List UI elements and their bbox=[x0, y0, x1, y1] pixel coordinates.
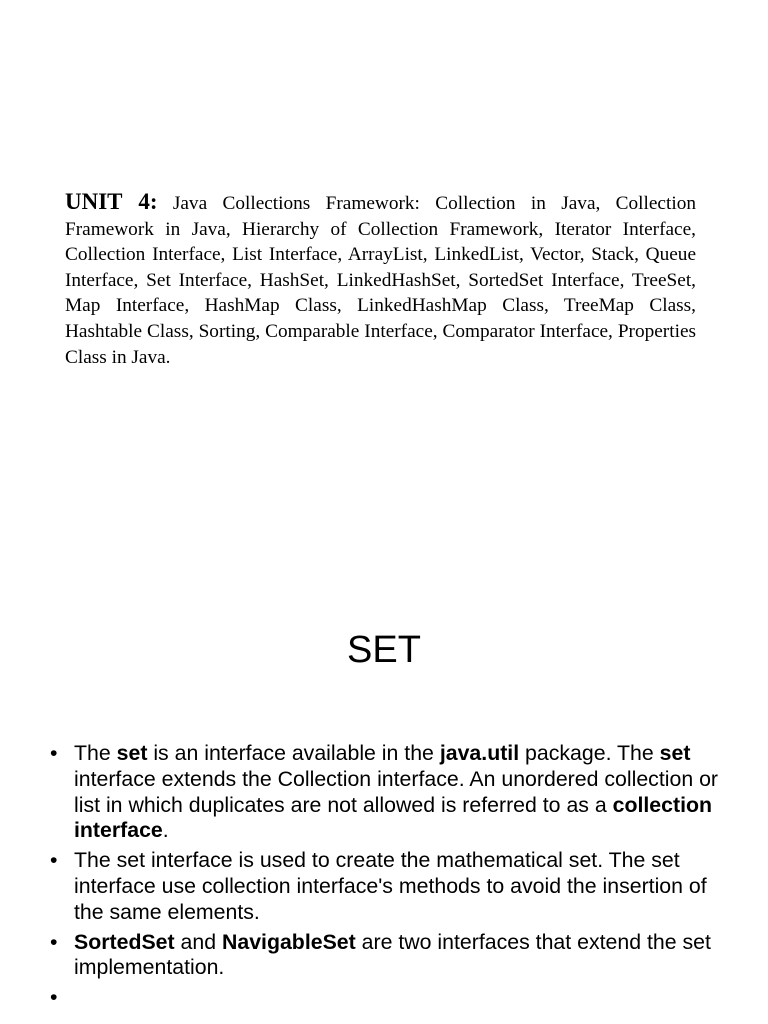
bold-term: java.util bbox=[439, 741, 520, 765]
bold-term: SortedSet bbox=[74, 929, 175, 954]
bullet-dot: • bbox=[50, 985, 58, 1010]
bold-term: collection interface bbox=[74, 792, 713, 843]
bold-term: NavigableSet bbox=[221, 929, 356, 954]
bold-term: set bbox=[659, 741, 691, 765]
slide-title: SET bbox=[347, 629, 421, 671]
bullet-text: . bbox=[162, 818, 169, 843]
bullet-dot: • bbox=[50, 741, 58, 765]
bullet-text: interface extends the Collection interface. An unordered collection or list in which duplicates are not allowed is referred to as a bbox=[74, 766, 719, 817]
unit-heading: UNIT 4: bbox=[65, 189, 158, 214]
bold-term: set bbox=[116, 741, 148, 765]
bullet-text: package. The bbox=[519, 741, 660, 765]
unit-topics: Java Collections Framework: Collection in Java, Collection Framework in Java, Hierarchy of Collection Framework, Iterator Interface, Collection Interface, List Interface, ArrayList, LinkedList, Vector, Stack, Queue Interface, Set Interface, HashSet, LinkedHashSet, SortedSet Interface, TreeSet, Map Interface, HashMap Class, LinkedHashMap Class, TreeMap Class, Hashtable Class, Sorting, Comparable Interface, Comparator Interface, Properties Class in Java. bbox=[65, 193, 696, 368]
bullet-dot: • bbox=[50, 929, 58, 954]
bullet-item bbox=[0, 741, 768, 844]
bullet-list bbox=[0, 741, 768, 1010]
bullet-text: The set interface is used to create the mathematical set. The set interface use collection interface's methods to avoid the insertion of the same elements. bbox=[74, 848, 707, 924]
bullet-item bbox=[0, 930, 768, 982]
bullet-text: and bbox=[174, 929, 222, 954]
bullet-dot: • bbox=[50, 848, 58, 873]
bullet-text: is an interface available in the bbox=[147, 741, 440, 765]
unit-description bbox=[65, 189, 696, 370]
bullet-item bbox=[0, 848, 768, 925]
bullet-text: The bbox=[74, 741, 117, 765]
bullet-text: are two interfaces that extend the set implementation. bbox=[74, 929, 711, 980]
